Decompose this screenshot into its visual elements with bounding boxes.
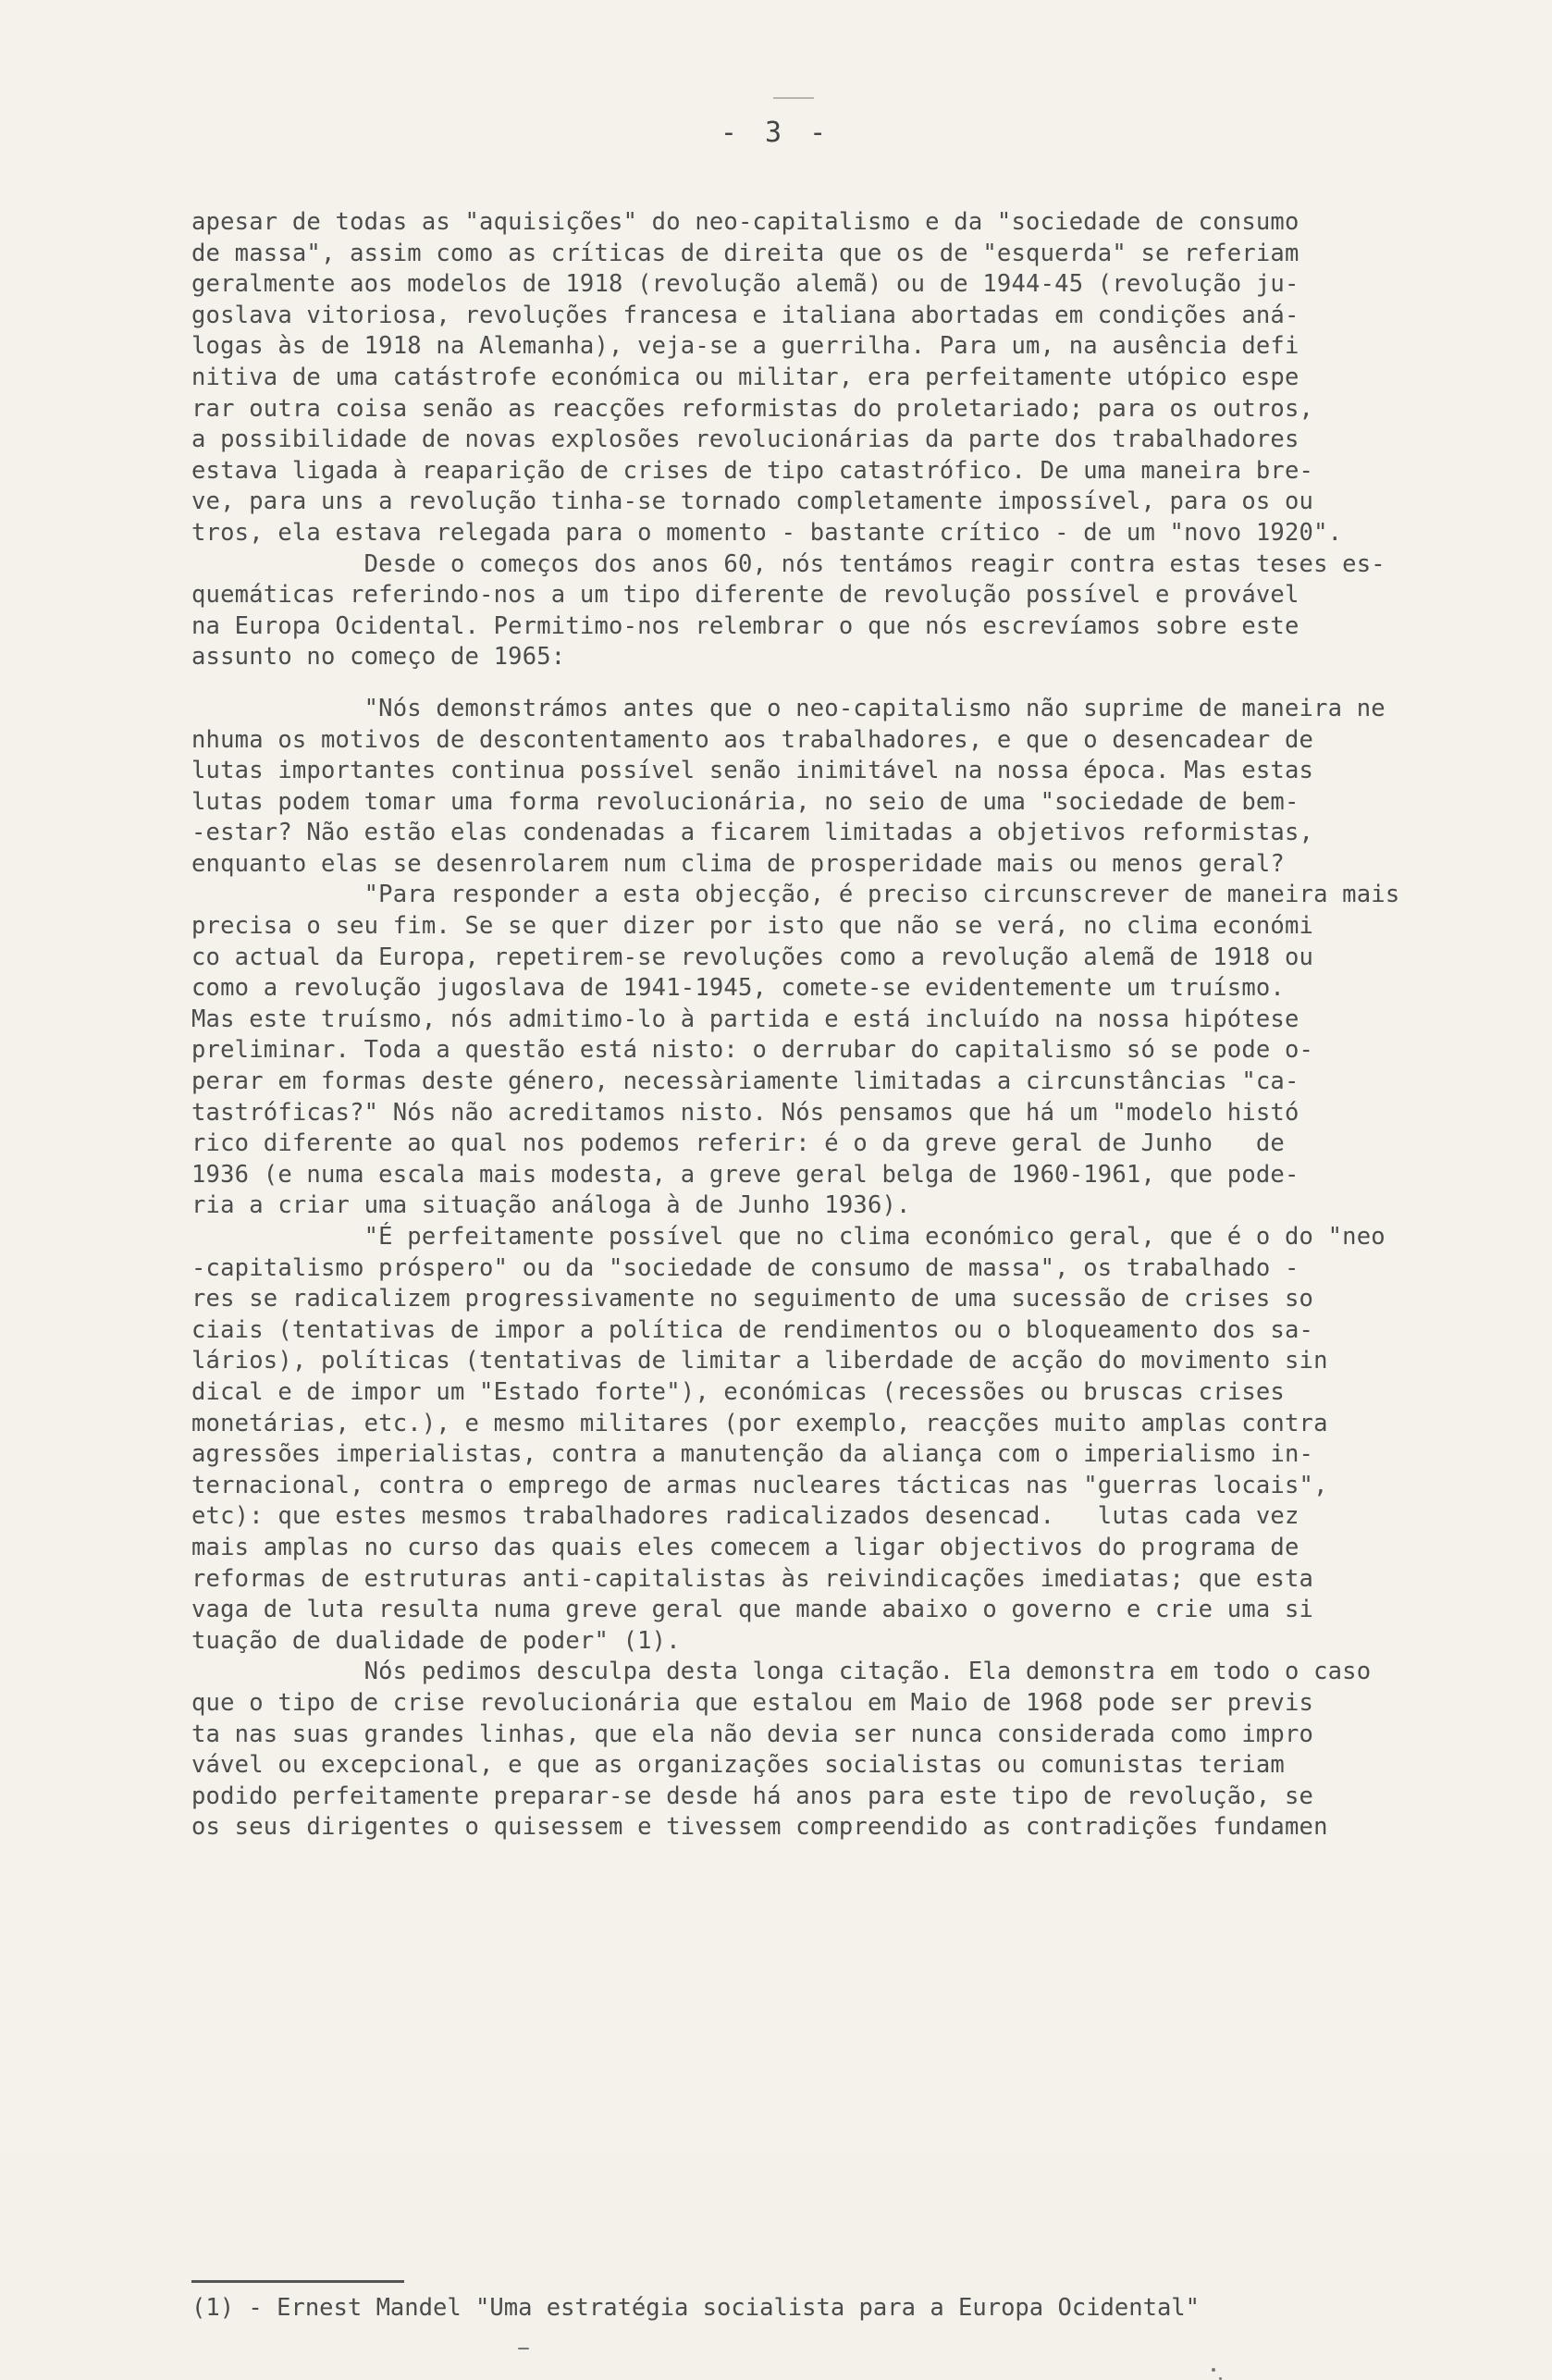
text-line: lários), políticas (tentativas de limitar a liberdade de acção do movimento sin [191, 1347, 1328, 1375]
text-line: de massa", assim como as críticas de direita que os de "esquerda" se referiam [191, 239, 1299, 267]
text-line: como a revolução jugoslava de 1941-1945, comete-se evidentemente um truísmo. [191, 974, 1285, 1003]
text-line: lutas importantes continua possível senão inimitável na nossa época. Mas estas [191, 757, 1314, 785]
text-line: goslava vitoriosa, revoluções francesa e italiana abortadas em condições aná- [191, 301, 1299, 329]
text-line: etc): que estes mesmos trabalhadores radicalizados desencad. lutas cada vez [191, 1502, 1299, 1531]
text-line: apesar de todas as "aquisições" do neo-capitalismo e da "sociedade de consumo [191, 208, 1299, 236]
text-line: perar em formas deste género, necessàriamente limitadas a circunstâncias "ca- [191, 1067, 1299, 1096]
paper-speck [1212, 2368, 1215, 2372]
text-line: ta nas suas grandes linhas, que ela não devia ser nunca considerada como impro [191, 1720, 1314, 1748]
paragraph [191, 207, 1486, 673]
text-line: dical e de impor um "Estado forte"), económicas (recessões ou bruscas crises [191, 1377, 1285, 1406]
text-line: res se radicalizem progressivamente no seguimento de uma sucessão de crises so [191, 1285, 1314, 1313]
text-line: mais amplas no curso das quais eles comecem a ligar objectivos do programa de [191, 1533, 1299, 1561]
text-line: precisa o seu fim. Se se quer dizer por isto que não se verá, no clima económi [191, 912, 1314, 941]
text-line: "Nós demonstrámos antes que o neo-capitalismo não suprime de maneira ne [191, 694, 1386, 722]
text-line: vável ou excepcional, e que as organizações socialistas ou comunistas teriam [191, 1751, 1285, 1780]
text-line: nhuma os motivos de descontentamento aos trabalhadores, e que o desencadear de [191, 725, 1314, 754]
text-line: tros, ela estava relegada para o momento - bastante crítico - de um "novo 1920". [191, 518, 1343, 547]
page-mark [773, 97, 814, 99]
text-line: Mas este truísmo, nós admitimo-lo à partida e está incluído na nossa hipótese [191, 1005, 1299, 1033]
text-line: na Europa Ocidental. Permitimo-nos relembrar o que nós escrevíamos sobre este [191, 611, 1299, 640]
text-line: ciais (tentativas de impor a política de rendimentos ou o bloqueamento dos sa- [191, 1315, 1314, 1344]
text-line: rar outra coisa senão as reacções reformistas do proletariado; para os outros, [191, 394, 1314, 423]
text-line: ve, para uns a revolução tinha-se tornado completamente impossível, para os ou [191, 487, 1314, 516]
text-line: nitiva de uma catástrofe económica ou militar, era perfeitamente utópico espe [191, 363, 1299, 391]
text-line: monetárias, etc.), e mesmo militares (por exemplo, reacções muito amplas contra [191, 1409, 1328, 1437]
text-line: podido perfeitamente preparar-se desde há anos para este tipo de revolução, se [191, 1782, 1314, 1810]
text-line: tastróficas?" Nós não acreditamos nisto. Nós pensamos que há um "modelo histó [191, 1098, 1299, 1127]
text-line: "Para responder a esta objecção, é preciso circunscrever de maneira mais [191, 881, 1400, 909]
paper-speck [518, 2348, 529, 2349]
text-line: co actual da Europa, repetirem-se revoluções como a revolução alemã de 1918 ou [191, 943, 1314, 971]
text-line: logas às de 1918 na Alemanha), veja-se a guerrilha. Para um, na ausência defi [191, 332, 1299, 361]
text-line: quemáticas referindo-nos a um tipo diferente de revolução possível e provável [191, 581, 1299, 610]
text-line: agressões imperialistas, contra a manutenção da aliança com o imperialismo in- [191, 1440, 1314, 1469]
text-line: -capitalismo próspero" ou da "sociedade de consumo de massa", os trabalhado - [191, 1253, 1299, 1282]
text-line: os seus dirigentes o quisessem e tivessem compreendido as contradições fundamen [191, 1813, 1328, 1842]
text-line: reformas de estruturas anti-capitalistas às reivindicações imediatas; que esta [191, 1564, 1314, 1593]
text-line: preliminar. Toda a questão está nisto: o derrubar do capitalismo só se pode o- [191, 1036, 1314, 1065]
text-line: geralmente aos modelos de 1918 (revolução alemã) ou de 1944-45 (revolução ju- [191, 270, 1299, 299]
text-line: que o tipo de crise revolucionária que estalou em Maio de 1968 pode ser previs [191, 1688, 1314, 1717]
text-line: tuação de dualidade de poder" (1). [191, 1626, 681, 1655]
text-line: Desde o começos dos anos 60, nós tentámos reagir contra estas teses es- [191, 549, 1386, 578]
text-line: a possibilidade de novas explosões revolucionárias da parte dos trabalhadores [191, 425, 1299, 454]
text-line: lutas podem tomar uma forma revolucionária, no seio de uma "sociedade de bem- [191, 787, 1299, 816]
text-line: ria a criar uma situação análoga à de Junho 1936). [191, 1191, 911, 1220]
text-line: Nós pedimos desculpa desta longa citação. Ela demonstra em todo o caso [191, 1658, 1372, 1686]
footnote: (1) - Ernest Mandel "Uma estratégia socialista para a Europa Ocidental" [191, 2294, 1201, 2322]
paragraph [191, 694, 1486, 1844]
text-line: ternacional, contra o emprego de armas nucleares tácticas nas "guerras locais", [191, 1471, 1328, 1499]
text-line: assunto no começo de 1965: [191, 643, 566, 672]
text-line: -estar? Não estão elas condenadas a ficarem limitadas a objetivos reformistas, [191, 819, 1314, 847]
text-line: 1936 (e numa escala mais modesta, a greve geral belga de 1960-1961, que pode- [191, 1160, 1299, 1189]
text-line: "É perfeitamente possível que no clima económico geral, que é o do "neo [191, 1223, 1386, 1251]
text-line: estava ligada à reaparição de crises de tipo catastrófico. De uma maneira bre- [191, 456, 1314, 485]
text-line: enquanto elas se desenrolarem num clima de prosperidade mais ou menos geral? [191, 849, 1285, 878]
body-text [191, 207, 1486, 1844]
text-line: vaga de luta resulta numa greve geral que mande abaixo o governo e crie uma si [191, 1596, 1314, 1624]
text-line: rico diferente ao qual nos podemos referir: é o da greve geral de Junho de [191, 1129, 1285, 1158]
page-number: - 3 - [720, 117, 832, 149]
footnote-divider [191, 2280, 404, 2283]
